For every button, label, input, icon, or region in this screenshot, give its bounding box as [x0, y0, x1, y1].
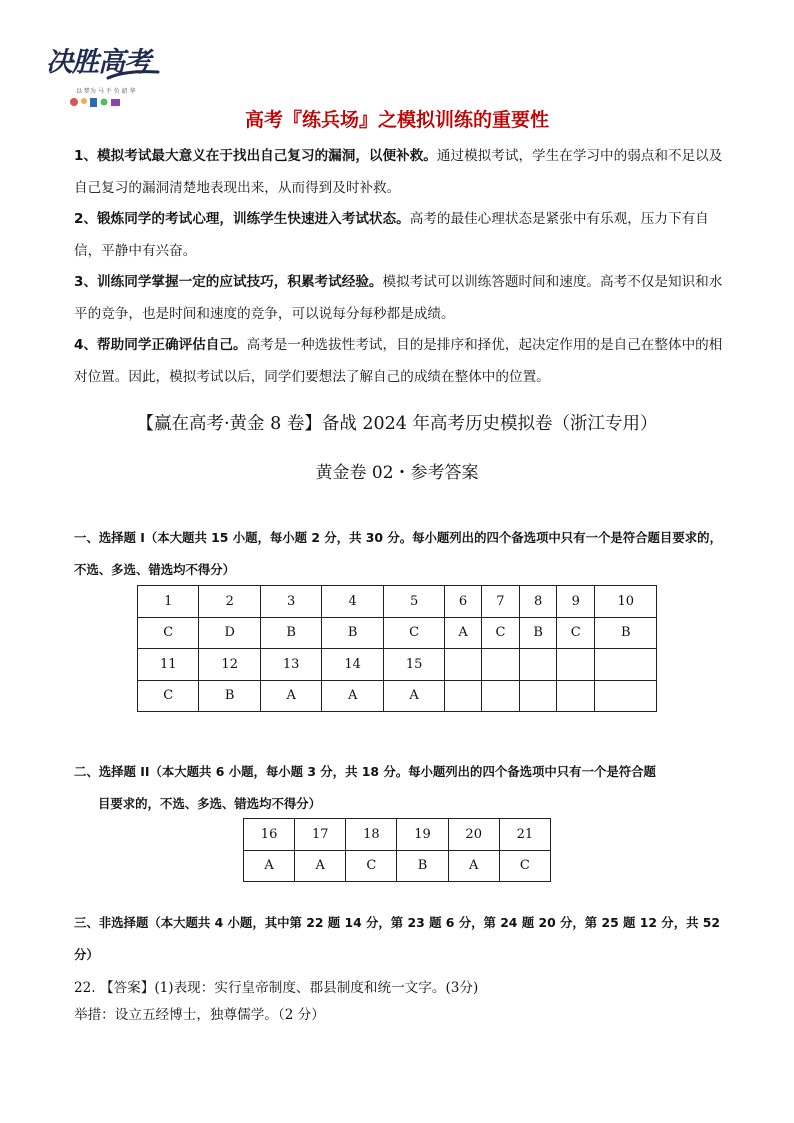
table-cell: C [138, 680, 199, 712]
promo-item-1 [74, 141, 726, 204]
section-1-heading-text: 一、选择题 I（本大题共 15 小题，每小题 2 分，共 30 分。每小题列出的四个备选项中只有一个是符合题目要求的，不选、多选、错选均不得分） [74, 530, 722, 577]
table-cell: A [322, 680, 383, 712]
table-cell: 8 [520, 586, 557, 618]
brush-stroke-icon [106, 68, 160, 82]
table-cell: 16 [244, 819, 295, 851]
section-3-heading-text: 三、非选择题（本大题共 4 小题，其中第 22 题 14 分，第 23 题 6 分，第 24 题 20 分，第 25 题 12 分，共 52 分） [74, 915, 721, 962]
table-cell: C [499, 850, 550, 882]
section-2-heading-line1: 二、选择题 II（本大题共 6 小题，每小题 3 分，共 18 分。每小题列出的四个备选项中只有一个是符合题 [74, 764, 656, 779]
table-row [138, 680, 657, 712]
table-cell: A [260, 680, 321, 712]
promo-item-3 [74, 267, 726, 330]
section-1-heading [74, 522, 724, 585]
table-cell: C [557, 617, 595, 649]
answer-table-2 [243, 818, 551, 882]
exam-subtitle: 黄金卷 02・参考答案 [315, 463, 479, 483]
table-cell: C [138, 617, 199, 649]
table-cell: 19 [397, 819, 448, 851]
table-cell: 11 [138, 649, 199, 681]
table-cell: A [445, 617, 481, 649]
table-cell [595, 649, 657, 681]
table-cell: A [244, 850, 295, 882]
table-cell: B [260, 617, 321, 649]
table-cell: 1 [138, 586, 199, 618]
brand-logo [46, 40, 164, 114]
table-cell [520, 680, 557, 712]
table-cell [595, 680, 657, 712]
table-cell [520, 649, 557, 681]
promo-item-2-text: 高考的最佳心理状态是紧张中有乐观，压力下有自信，平静中有兴奋。 [74, 211, 709, 259]
table-cell: 10 [595, 586, 657, 618]
table-cell [445, 649, 481, 681]
logo-slogan: 以 梦为 马 不 负 韶 华 [76, 88, 136, 95]
table-cell [481, 649, 519, 681]
table-cell: 17 [295, 819, 346, 851]
table-cell: C [346, 850, 397, 882]
answer-22-line-1: 22. 【答案】(1)表现：实行皇帝制度、郡县制度和统一文字。(3分) [74, 980, 479, 996]
promo-item-4-text: 高考是一种选拔性考试，目的是排序和择优，起决定作用的是自己在整体中的相对位置。因此，模拟考试以后，同学们要想法了解自己的成绩在整体中的位置。 [74, 337, 723, 385]
table-cell [445, 680, 481, 712]
table-cell: 4 [322, 586, 383, 618]
table-cell: A [448, 850, 499, 882]
table-cell: B [520, 617, 557, 649]
table-cell: B [199, 680, 260, 712]
table-cell: A [383, 680, 444, 712]
table-cell: 9 [557, 586, 595, 618]
promo-item-4 [74, 330, 726, 393]
promo-item-1-text: 通过模拟考试，学生在学习中的弱点和不足以及自己复习的漏洞清楚地表现出来，从而得到及时补救。 [74, 148, 723, 196]
exam-title: 【赢在高考·黄金 8 卷】备战 2024 年高考历史模拟卷（浙江专用） [136, 414, 658, 434]
table-cell: 6 [445, 586, 481, 618]
table-cell [557, 680, 595, 712]
table-cell: 3 [260, 586, 321, 618]
table-cell: 18 [346, 819, 397, 851]
table-cell [481, 680, 519, 712]
table-cell: 7 [481, 586, 519, 618]
table-cell: C [383, 617, 444, 649]
promo-item-4-bold: 4、帮助同学正确评估自己。 [74, 337, 247, 353]
table-cell: 5 [383, 586, 444, 618]
section-2-heading [74, 756, 724, 819]
table-row [138, 586, 657, 618]
table-cell: 12 [199, 649, 260, 681]
promo-item-1-bold: 1、模拟考试最大意义在于找出自己复习的漏洞，以便补救。 [74, 148, 437, 164]
table-row [244, 819, 551, 851]
table-cell: 2 [199, 586, 260, 618]
answer-22-line-2: 举措：设立五经博士，独尊儒学。（2 分） [74, 1007, 325, 1023]
table-cell [557, 649, 595, 681]
promo-item-3-text: 模拟考试可以训练答题时间和速度。高考不仅是知识和水平的竞争，也是时间和速度的竞争，可以说每分每秒都是成绩。 [74, 274, 723, 322]
table-cell: 14 [322, 649, 383, 681]
table-row [138, 617, 657, 649]
table-cell: B [397, 850, 448, 882]
table-cell: C [481, 617, 519, 649]
table-cell: 13 [260, 649, 321, 681]
promo-item-2 [74, 204, 726, 267]
answer-table-1 [137, 585, 657, 712]
table-cell: D [199, 617, 260, 649]
section-2-heading-line2: 目要求的，不选、多选、错选均不得分） [98, 795, 322, 811]
table-cell: B [322, 617, 383, 649]
promo-item-3-bold: 3、训练同学掌握一定的应试技巧，积累考试经验。 [74, 274, 383, 290]
logo-text: 决胜高考 [46, 47, 150, 78]
promo-item-2-bold: 2、锻炼同学的考试心理，训练学生快速进入考试状态。 [74, 211, 410, 227]
table-row [138, 649, 657, 681]
table-cell: B [595, 617, 657, 649]
table-cell: 21 [499, 819, 550, 851]
table-row [244, 850, 551, 882]
table-cell: 15 [383, 649, 444, 681]
table-cell: A [295, 850, 346, 882]
section-3-heading [74, 907, 724, 970]
promo-title: 高考『练兵场』之模拟训练的重要性 [244, 109, 549, 131]
table-cell: 20 [448, 819, 499, 851]
